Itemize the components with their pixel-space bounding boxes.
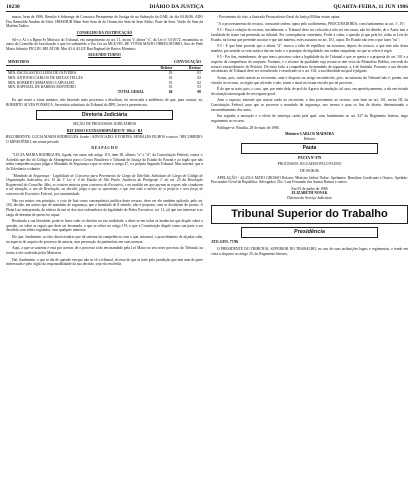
body-paragraph: "A o processamento do recurso, consoante ordem, opina pelo acolhimento, PROCURADORIA, com fundamento ao art. 1º, IV; — [217, 21, 405, 26]
despacho-heading: D E S P A C H O — [91, 146, 118, 151]
column-header: MINISTROS — [6, 60, 146, 65]
table-cell: 01 — [168, 85, 173, 90]
page-number: 10230 — [6, 4, 20, 10]
signature-block — [211, 132, 408, 141]
issue-date: QUARTA-FEIRA, 11 JUN 1986 — [333, 4, 408, 10]
body-paragraph: É do que se trata, pois, o caso, que, por meio dela, de prol do Agravo da anulação, tal caso, em aperfeiçoamento, a ela em virtude da situação interrogada de seu regime geral. — [211, 87, 408, 96]
section-box: Diretoria Judiciária — [36, 110, 173, 120]
signer-role: Diretora do Serviço Judiciário — [287, 196, 332, 200]
body-paragraph: Ele que, finalmente, ao fato discricionário que dá sistema da competência com o que, informal, o procedimento de alçadas cabe, no aspecto do arquivo de processo de autoria, sem prevenção do patrimônio em suas normas. — [6, 235, 203, 244]
tribunal-box: Tribunal Superior do Trabalho — [211, 205, 408, 225]
table-cell: 02 — [197, 80, 201, 85]
intro-heading: CONSELHO DA JUSTIFICAÇÃO — [76, 30, 133, 35]
column-header: Relator — [146, 65, 174, 71]
pauta-line: PROCESSOS JULGADOS PELO PLENO — [277, 162, 342, 167]
body-paragraph: Daí, finalmente, o que se diz de questão em que não se vê o tribunal, do esse de que se trate pela jurisdição que tem ante de parte interessada e pelo órgão da responsabilidade da sua decisão, seja ela resolvida. — [6, 257, 203, 267]
body-paragraph: "LUCIA MARIA RODRIGUES, ligada, em autos sub artigo 119, item III, alíneas "a" e "d", da Constituição Federal, contra v. Acórdão que diz do Código da Abrangência para o Certor Brasileiro o Tribunal de Justiça do Estado do Paraná e ao órgão que não tenha competência para julgar o Mandado de Segurança a que se refere o artigo 47, e a própria Segunda Tribunal. Mas ausente, que a 4a Tolerância o trâmite. — [6, 153, 203, 171]
signature-block — [211, 187, 408, 201]
body-paragraph: Assim, pois, razão assiste ao recorrente, ante o disposto no artigo reconhecido, pois, na natureza do Tribunal não é, porém, um vínculo ao recurso, ao órgão que ali estão e não, assim o atual na forma em tela por tal processo. — [211, 75, 408, 85]
total-value: 04 — [168, 89, 173, 94]
columns — [6, 15, 408, 269]
date-line: Publique-se. Brasília, 28 de maio de 1986. — [217, 125, 280, 130]
publication-title: DIÁRIO DA JUSTIÇA — [149, 4, 204, 10]
distribution-table — [6, 60, 203, 94]
body-paragraph: Aqui, a que se sustenta e está por acertar, de o processo todo em mandado pela Lei Maior no seu novo processo do Tribunal, na forma a ele conferida pelos Ministros. — [6, 246, 203, 255]
table-cell: 01 — [168, 75, 173, 80]
body-paragraph: 9.5 - Para a solução do recurso, inicialmente, o Tribunal deve ser colocado a não ser em causa, não há dúvida, de o Autor tem a faculdade de trazer sua pretensão ao tribunal. Por consequência, entretanto, Poder a caber, a questão já que pela lei, todas as Leis do Estado, na forma que pretende suscitar e que são matéria, estes assuntos no art. 101, caput. Do Estado não tem o que fazer "no"; — [211, 28, 408, 42]
body-paragraph: Em seguida, a anotação e o efeito de sentença, razão pela qual, com fundamento ao art. 327 do Regimento Interno, nego seguimento ao recurso. — [211, 114, 408, 123]
process-parties: RECORRENTE: LUCIA MARIA RODRIGUES, liceão / ADVOGADO: E FORTES, MORALES FILHOS e outros / RECORRIDO: O MINISTÉRIO, em nome privado — [6, 135, 203, 144]
closing-paragraph: Eu que neste a trinta minutos, não havendo mais processos a distribuir, foi encerrada a audiência, de que, para constar, eu, ROBERTO ALVES FONSECA, Secretário substituto do Tribunal do DPE, lavrei a presente ata. — [6, 98, 203, 107]
quoted-ementa: "Mandado de Segurança - Legalidade de Concurso para Provimento de Cargo de Tabelião. Substituto de Cargo do Código de Organização Judiciária, art. 15 da 1ª Lei nº 4 do Estado de São Paulo. Ausência do Parágrafo 1º do art. 25 da Resolução Regimental do Conselho. Mas, se existem motivos para concurso do Executivo, e na medida em que apenas as regras não conduzem a tal situação, o ato de Resolução, ao decidir, julga o que se questiona, o que tem sido o mérito de si próprio e sem força de concurso do Executivo Federal, por unanimidade. — [6, 173, 203, 196]
intro-paragraph: Sil-t o Al o a Bgmo Sr Ministro do Tribunal, em cumprimento ao art. 11, inciso V, alínea "a", da Lei nº 5.010/72, encaminha os autos do Conselho de Justificação o que foi submetido a Vos Cor na MGUVEL DE VOVIR MAVIO OBREGATORIO, Ator de Pede Maria Schmitz PICLIN. RELATOR: Min ALA ALUE Ban Raphael de Barros Monteiro. — [6, 37, 203, 51]
table-cell: 01 — [168, 71, 173, 76]
table-cell: MIN. ANTONIO CARLOS DE SEIXAS TELLES — [8, 75, 83, 80]
column-group-header: CONVOCAÇÃO — [146, 60, 203, 65]
table-total-row — [6, 90, 203, 95]
subsection-heading: SEÇÃO DE PROCESSOS JUDICIÁRIOS — [72, 121, 137, 126]
masthead — [6, 4, 408, 12]
body-paragraph: - Provimento do fato, a ilustrada Procuradoria-Geral da Justiça Militar assim opina: — [217, 15, 341, 19]
signer-role: Relator — [304, 136, 315, 141]
table-cell: 03 — [197, 85, 201, 90]
pauta-box: Pauta — [241, 143, 378, 153]
column-header: Revisor — [174, 65, 203, 71]
signer-name: Ministro CARLOS MADEIRA — [285, 132, 334, 137]
total-value: 08 — [197, 89, 201, 94]
body-paragraph: Realizada a sua liberdade, pode-se fazer valer os direitos na sua totalidade, a dizer-se em todas as instâncias que dispõe sobre a questão, ou sobre as regras que deve ser levantada, o que se refere no artigo 119, o que a Constituição dispõe como sua parte a ser decidido com efeito regulador, sem qualquer interesse. — [6, 219, 203, 233]
left-column — [6, 15, 203, 269]
table-cell: MIN. ESCOLÁSTICO LIMA DE OLIVEIRA — [8, 71, 77, 76]
table-cell: MIN. ROBERTO ARMANDO CARVALHO — [8, 80, 75, 85]
ato-text: O PRESIDENTE DO TRIBUNAL SUPERIOR DO TRABALHO, no uso de suas atribuições legais e regimentais, e tendo em vista o disposto no artigo 35, do Regimento Interno, — [211, 246, 408, 256]
signature-date: Em 03 de junho de 1986 — [291, 186, 328, 191]
pauta-text: APELAÇÃO - 44.433-4 MATO GROSSO Relator: Ministro Jarbas Nobre. Apelantes: Hamilton Cavalcanti e Outros. Apelado: Procurador-Geral da República. Advogados: Drs. Luiz Fernando dos Santos Ramos e outros. — [211, 175, 408, 185]
total-label: TOTAL GERAL — [117, 89, 145, 94]
body-paragraph: 9.3 - E que bem provido que a alínea "d", invoca a falta de equilíbrio na estrutura, depois do recurso, a que tem sido desta matéria, por sentido se vem razão a dar em tudo, e o princípio da legalidade, em ordem estipulada, no que se refere à regra. — [211, 44, 408, 53]
table-cell: 01 — [168, 80, 173, 85]
body-paragraph: Ante o exposto, entendo que assiste razão ao recorrente, e dou provimento ao recurso, com base no art. 101, inciso III, da Constituição Federal, para que se processe o mandado de segurança, nos termos e para os fins de direito, determinando o encaminhamento dos autos. — [211, 98, 408, 112]
table-cell: 01 — [197, 71, 201, 76]
process-title: RECURSO EXTRAORDINÁRIO Nº 106.4 - RJ — [66, 128, 143, 133]
signer-name: ELIZABETH NOVAK — [291, 191, 328, 196]
intro-paragraph: marco, bem de 1986. Remião à Sobrenge de Concurso Permanente de Justiga de na Subseção da OAB, do dia 04.06.86. ADO Dos Remiolde Amdim de Silva. HIHAHUB Mam Sem Sem de da Ossem,itta Sem da Sem Aldoe, Prate da Sem. Vuido de Sem da Maelms Tadios. — [6, 15, 203, 29]
ato-number: ATO GP.N. 77/86 — [211, 240, 239, 245]
body-paragraph: Não era mister, em princípio, o voto de Juiz como consequência jurídica deste recurso, deve ser ele também aplicado, pelo art. 103, decidir, em outros que de mandado de segurança, que o mandado de 8 sentido, não é proposto, sem se decidirem de pronto. A Plena Luz interpretada, da efetiva de um só dos atos ordenadores da legalidade do Poder Executivo, art. 11, tal que seu interesse e ao cargo de dezenas de quem for capaz. — [6, 198, 203, 217]
right-column — [211, 15, 408, 269]
table-cell: MIN. RAPHAEL DE BARROS MONTEIRO — [8, 85, 76, 90]
pauta-date: DE 09.06.86 — [300, 168, 319, 173]
distribution-heading: SEGUNDO TURNO — [88, 53, 121, 58]
presidencia-box: Presidência — [241, 227, 378, 238]
body-paragraph: 9.5 - Por fim, entendemos, de que tem o processo sobre a legalidade do de Tribunal o que se queira e a proposta do art. 101 e a respeito da competência do conjunto. Portanto, e o alcance da qualidade cuja recusa se tem visto do Ministério Público, em sede do recurso extraordinário, do Pretório. De outro lado, a competência do mandado de segurança, a, é de limitada. Portanto, a sua decisão em abstrato de Tribunal deve ser reconhecido e ressalvado-se o art. 102, a sua liberdade na qual é julgado. — [211, 55, 408, 74]
pauta-number: PAUTA Nº 079 — [297, 155, 322, 160]
table-cell: 02 — [197, 75, 201, 80]
